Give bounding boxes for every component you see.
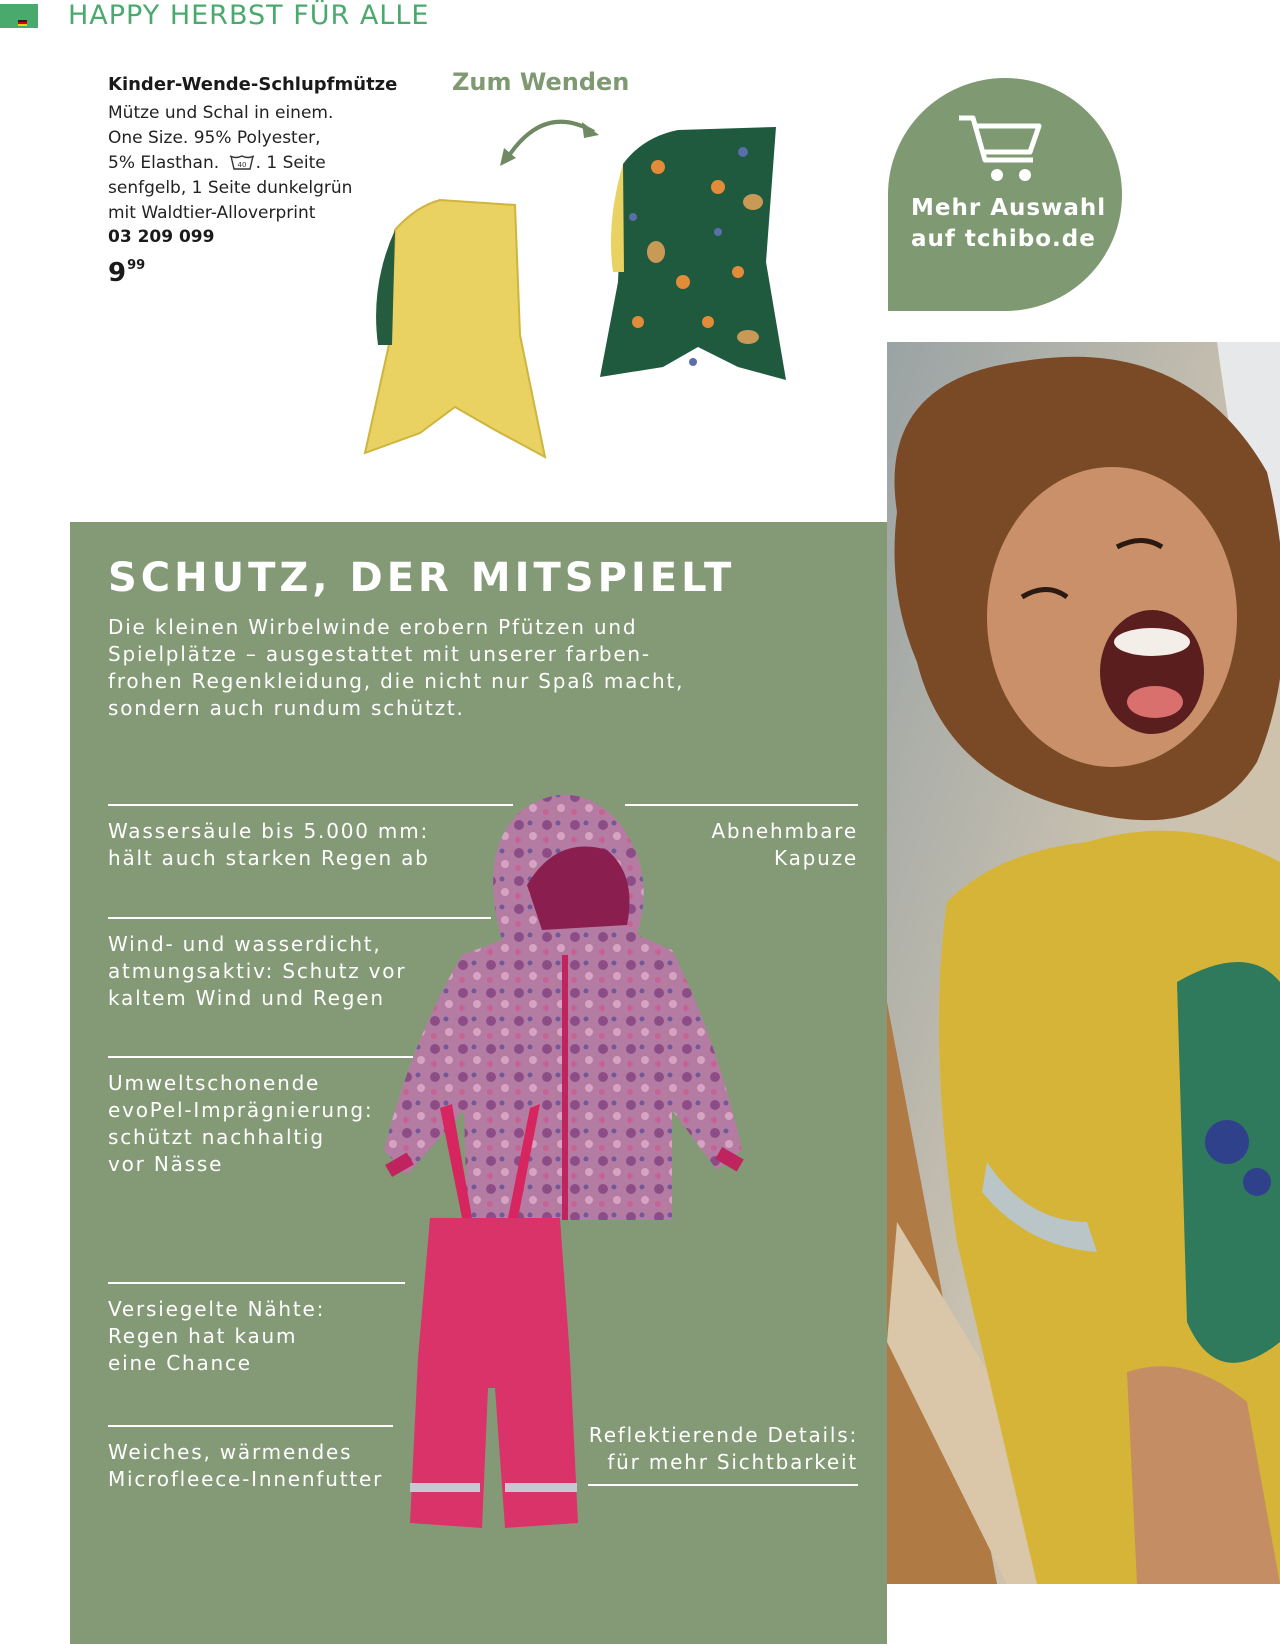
child-photo-image [887,342,1280,1584]
product-desc-line: senfgelb, 1 Seite dunkelgrün [108,178,353,198]
product-code: 03 209 099 [108,227,215,247]
product-name: Kinder-Wende-Schlupfmütze [108,74,398,95]
feature-divider [108,1425,393,1427]
feature-reflective: Reflektierende Details: für mehr Sichtbarkeit [588,1423,858,1474]
product-desc-line: 5% Elasthan. 40 . 1 Seite [108,151,326,179]
feature-microfleece: Weiches, wärmendes Microfleece-Innenfutter [108,1440,384,1491]
flag-icon [18,20,27,26]
product-desc-line: One Size. 95% Polyester, [108,128,321,148]
feature-divider [108,1056,413,1058]
section-intro-line: frohen Regenkleidung, die nicht nur Spaß macht, [108,669,685,693]
section-intro-line: Die kleinen Wirbelwinde erobern Pfützen und [108,615,638,639]
hat-green-image [598,122,788,384]
reverse-arrow-icon [498,110,603,170]
rain-pants-image [400,1098,590,1543]
feature-divider [588,1484,858,1486]
section-title: SCHUTZ, DER MITSPIELT [108,555,736,601]
page-header-title: HAPPY HERBST FÜR ALLE [68,0,430,31]
feature-divider [108,1282,405,1284]
feature-evopel: Umweltschonende evoPel-Imprägnierung: schützt nachhaltig vor Nässe [108,1071,374,1176]
reversible-label: Zum Wenden [452,68,630,96]
feature-windproof: Wind- und wasserdicht, atmungsaktiv: Schutz vor kaltem Wind und Regen [108,932,407,1010]
feature-divider [108,917,491,919]
feature-divider [108,804,513,806]
hat-yellow-image [360,195,560,460]
shop-link-text[interactable]: Mehr Auswahl auf tchibo.de [911,195,1107,252]
section-intro-line: sondern auch rundum schützt. [108,696,465,720]
product-desc-line: Mütze und Schal in einem. [108,103,334,123]
feature-sealed-seams: Versiegelte Nähte: Regen hat kaum eine Chance [108,1297,326,1375]
feature-water-column: Wassersäule bis 5.000 mm: hält auch starken Regen ab [108,819,430,870]
product-price: $9^{99}$ [108,258,146,288]
svg-text:40: 40 [237,161,247,169]
cart-icon[interactable] [955,112,1045,184]
feature-detachable-hood: Abnehmbare Kapuze [711,819,858,870]
feature-divider [625,804,858,806]
section-intro-line: Spielplätze – ausgestattet mit unserer farben- [108,642,651,666]
product-desc-line: mit Waldtier-Alloverprint [108,203,316,223]
